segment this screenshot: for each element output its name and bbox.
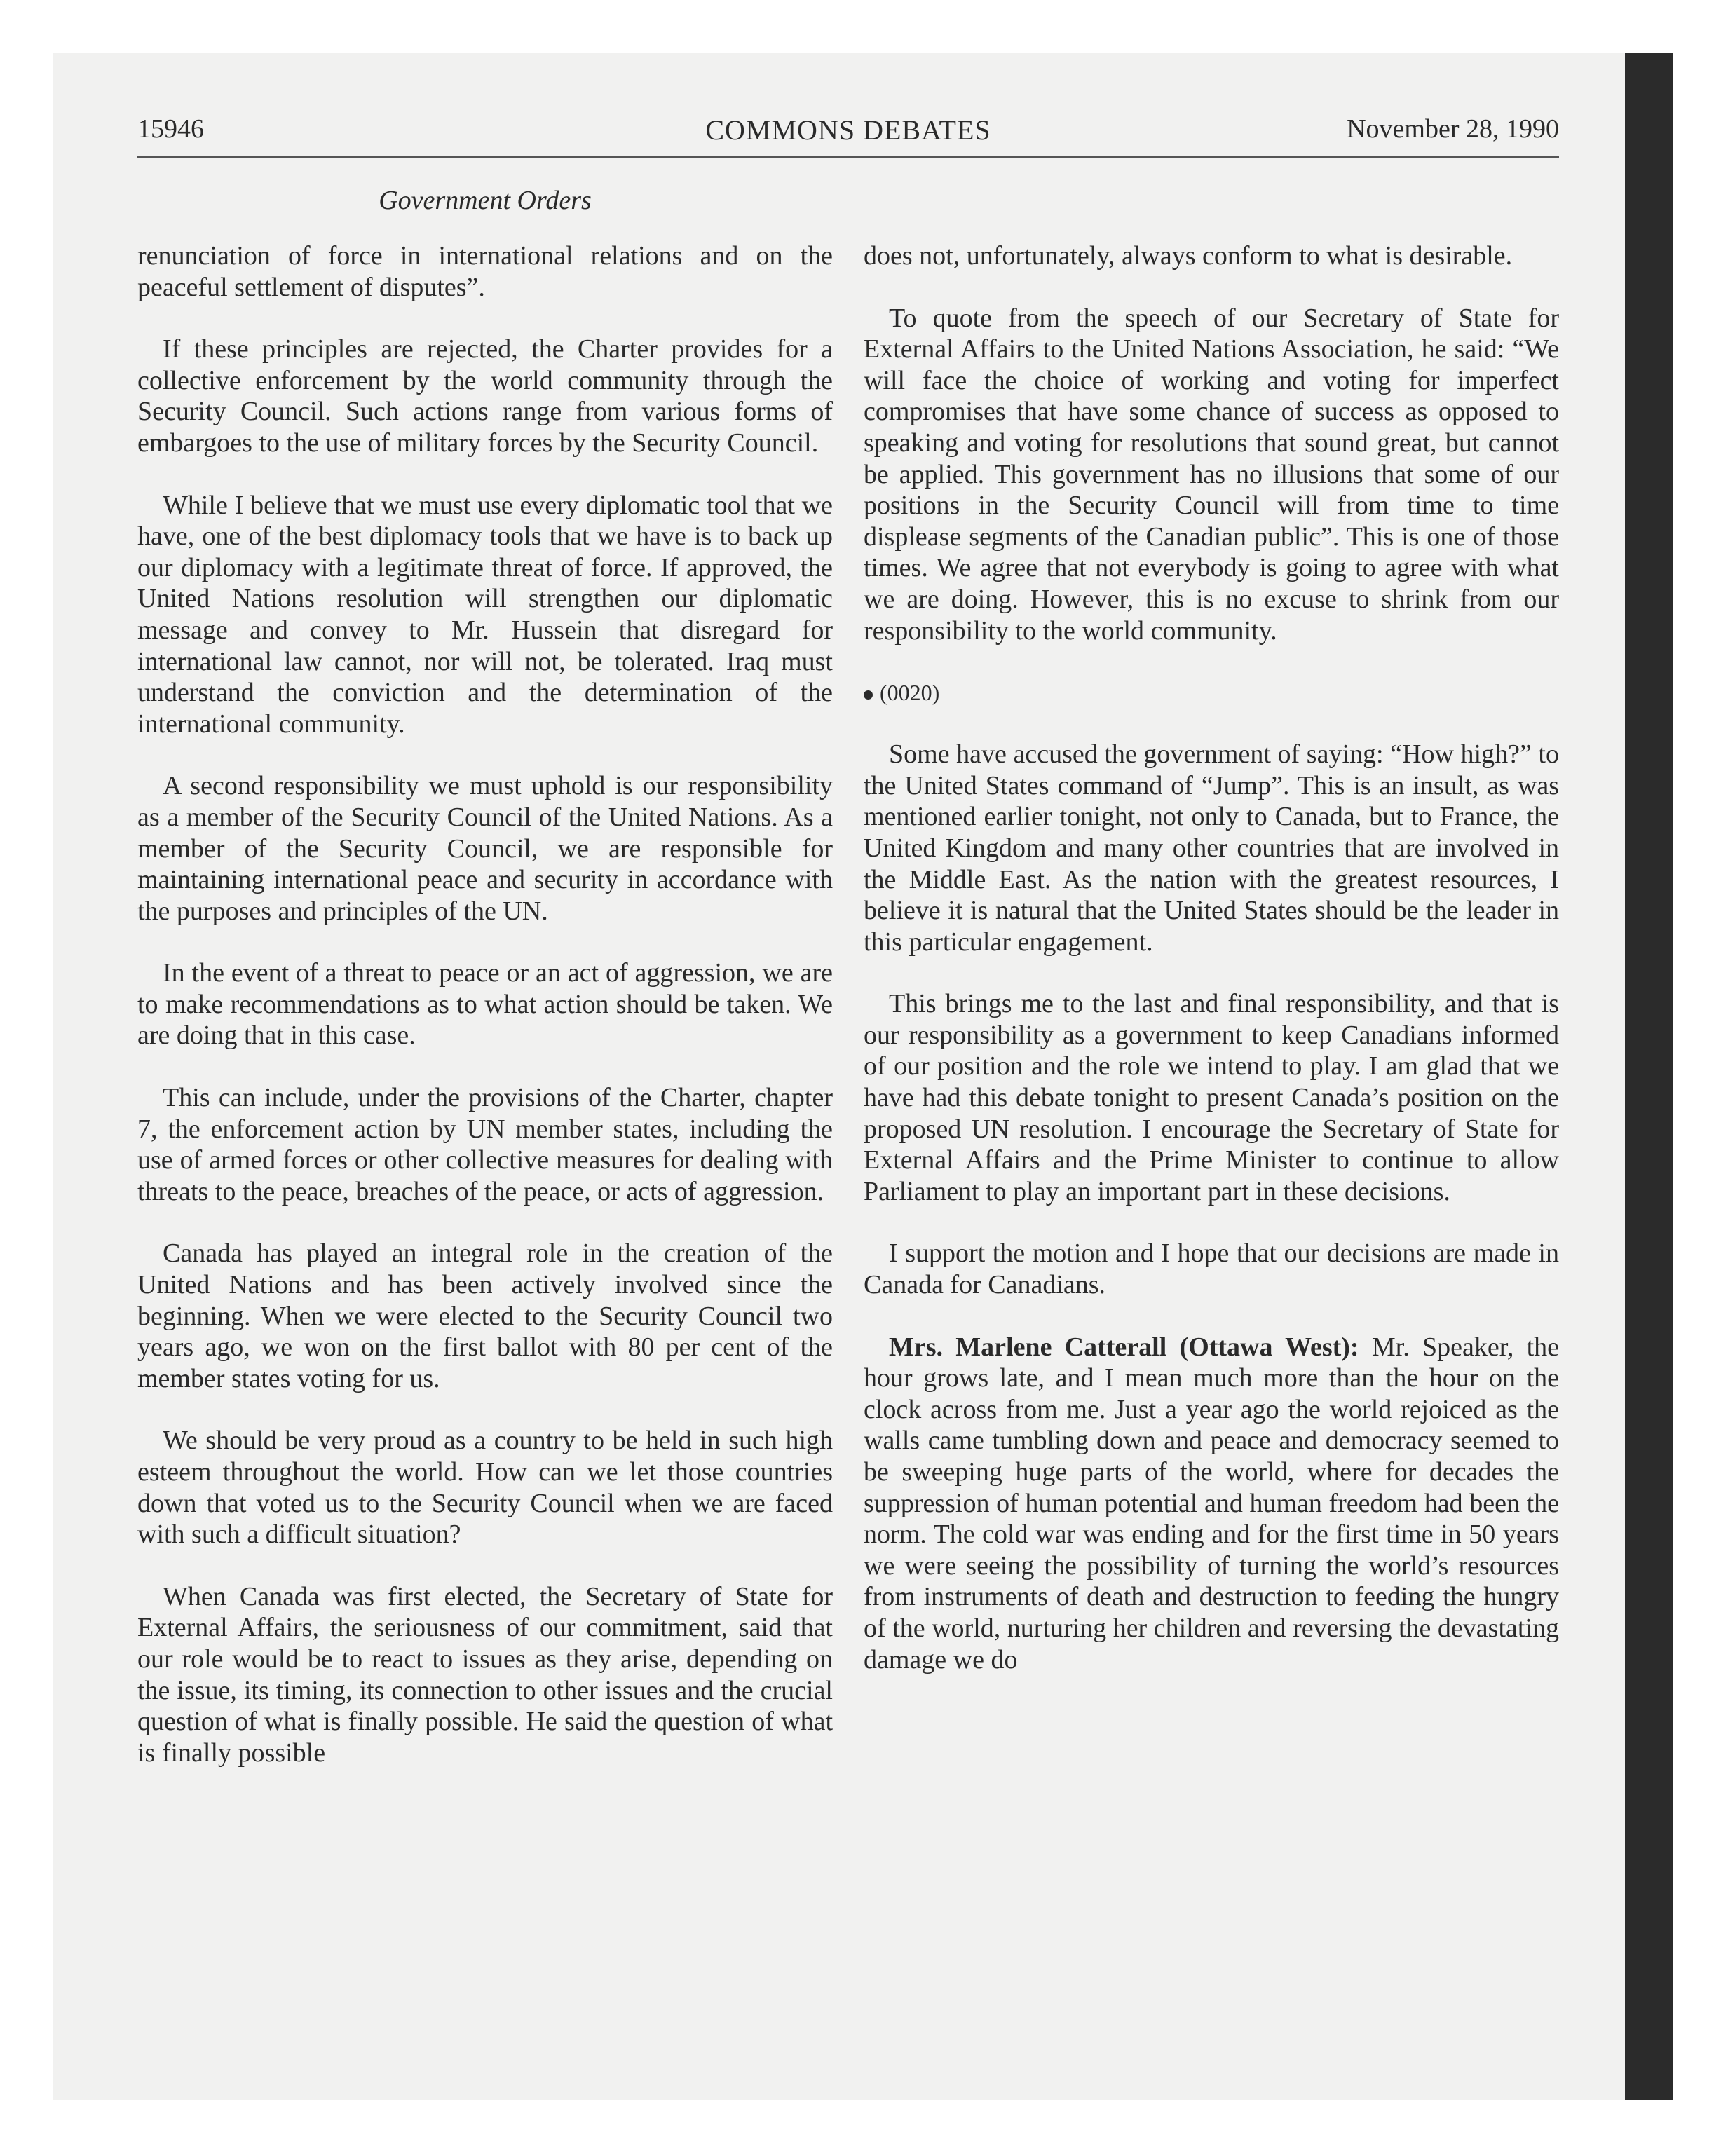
speaker-name: Mrs. Marlene Catterall (Ottawa West): bbox=[889, 1332, 1359, 1362]
right-paragraph: Some have accused the government of saying: “How high?” to the United States command of “Jump”. This is an insult, as was mentioned earlier tonight, not only to Canada, but to France, the United Kingdom and many other countries that are involved in the Middle East. As the nation with the greatest resources, I believe it is natural that the United States should be the leader in this particular engagement. bbox=[864, 739, 1559, 957]
speaker-paragraph bbox=[864, 1332, 1559, 1676]
section-title: Government Orders bbox=[379, 186, 592, 215]
time-marker-text: (0020) bbox=[880, 680, 940, 706]
bullet-icon bbox=[864, 690, 873, 700]
left-paragraph: A second responsibility we must uphold is our responsibility as a member of the Security Council of the United Nations. As a member of the Security Council, we are responsible for maintaining international peace and security in accordance with the purposes and principles of the UN. bbox=[137, 771, 833, 926]
right-column bbox=[864, 240, 1559, 1706]
right-paragraph-continuation: does not, unfortunately, always conform to what is desirable. bbox=[864, 241, 1513, 271]
left-paragraph: If these principles are rejected, the Charter provides for a collective enforcement by the world community through the Security Council. Such actions range from various forms of embargoes to the use of military forces by the Security Council. bbox=[137, 334, 833, 458]
right-paragraph: I support the motion and I hope that our decisions are made in Canada for Canadians. bbox=[864, 1239, 1559, 1300]
scan-edge-strip bbox=[1625, 53, 1673, 2100]
debate-date: November 28, 1990 bbox=[1347, 114, 1559, 144]
left-paragraph: When Canada was first elected, the Secretary of State for External Affairs, the seriousness of our commitment, said that our role would be to react to issues as they arise, depending on the issue, its timing, its connection to other issues and the crucial question of what is finally possible. He said the question of what is finally possible bbox=[137, 1581, 833, 1768]
left-paragraph: In the event of a threat to peace or an act of aggression, we are to make recommendations as to what action should be taken. We are doing that in this case. bbox=[137, 958, 833, 1051]
left-paragraph: Canada has played an integral role in the creation of the United Nations and has been actively involved since the beginning. When we were elected to the Security Council two years ago, we won on the first ballot with 80 per cent of the member states voting for us. bbox=[137, 1239, 833, 1393]
speaker-text: Mr. Speaker, the hour grows late, and I mean much more than the hour on the clock across from me. Just a year ago the world rejoiced as the walls came tumbling down and peace and democracy seemed to be sweeping huge parts of the world, where for decades the suppression of human potential and human freedom had been the norm. The cold war was ending and for the first time in 50 years we were seeing the possibility of turning the world’s resources from instruments of death and destruction to feeding the hungry of the world, nurturing her children and reversing the devastating damage we do bbox=[864, 1332, 1560, 1674]
right-paragraph: This brings me to the last and final responsibility, and that is our responsibility as a government to keep Canadians informed of our position and the role we intend to play. I am glad that we have had this debate tonight to present Canada’s position on the proposed UN resolution. I encourage the Secretary of State for External Affairs and the Prime Minister to continue to allow Parliament to play an important part in these decisions. bbox=[864, 989, 1559, 1206]
page-number: 15946 bbox=[137, 114, 204, 144]
time-marker bbox=[864, 677, 1559, 708]
left-column bbox=[137, 240, 833, 1799]
left-paragraph: While I believe that we must use every diplomatic tool that we have, one of the best diplomacy tools that we have is to back up our diplomacy with a legitimate threat of force. If approved, the United Nations resolution will strengthen our diplomatic message and convey to Mr. Hussein that disregard for international law cannot, nor will not, be tolerated. Iraq must understand the conviction and the determination of the international community. bbox=[137, 490, 833, 739]
left-paragraph-continuation: renunciation of force in international relations and on the peaceful settlement of disputes”. bbox=[137, 241, 833, 302]
page-header bbox=[137, 112, 1559, 158]
right-paragraph: To quote from the speech of our Secretary of State for External Affairs to the United Nations Association, he said: “We will face the choice of working and voting for imperfect compromises that have some chance of success as opposed to speaking and voting for resolutions that sound great, but cannot be applied. This government has no illusions that some of our positions in the Security Council will from time to time displease segments of the Canadian public”. This is one of those times. We agree that not everybody is going to agree with what we are doing. However, this is no excuse to shrink from our responsibility to the world community. bbox=[864, 303, 1559, 646]
left-paragraph: We should be very proud as a country to be held in such high esteem throughout the world. How can we let those countries down that voted us to the Security Council when we are faced with such a difficult situation? bbox=[137, 1426, 833, 1550]
left-paragraph: This can include, under the provisions of the Charter, chapter 7, the enforcement action by UN member states, including the use of armed forces or other collective measures for dealing with threats to the peace, breaches of the peace, or acts of aggression. bbox=[137, 1083, 833, 1206]
publication-title: COMMONS DEBATES bbox=[705, 114, 991, 146]
